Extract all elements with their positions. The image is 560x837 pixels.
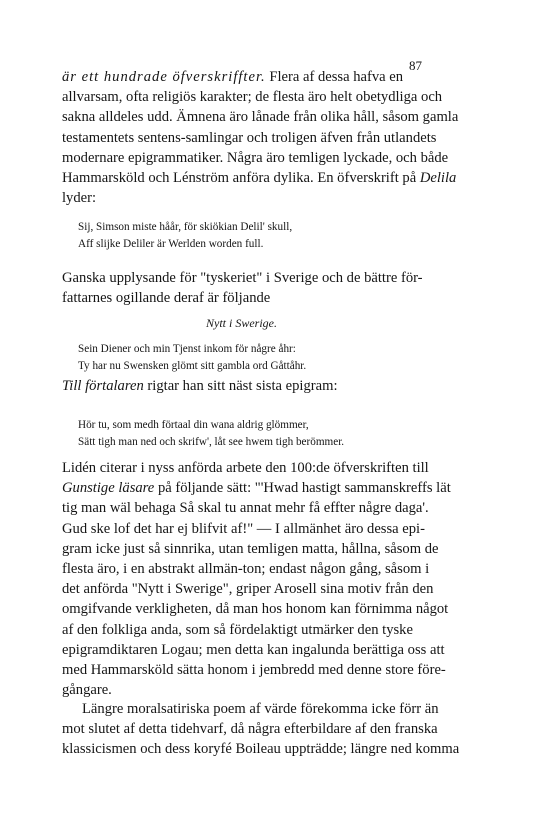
text-line: Längre moralsatiriska poem af värde förekomma icke förr än bbox=[82, 701, 439, 717]
verse-line: Sein Diener och min Tjenst inkom för någre åhr: bbox=[78, 343, 296, 355]
text-line: epigramdiktaren Logau; men detta kan ingalunda berättiga oss att bbox=[62, 641, 445, 658]
verse-quote-1 bbox=[78, 219, 458, 253]
paragraph-moralsatiriska bbox=[62, 699, 460, 760]
verse-line: Ty har nu Swensken glömt sitt gambla ord Gåttåhr. bbox=[78, 360, 307, 372]
text-line: klassicismen och dess koryfé Boileau uppträdde; längre ned komma bbox=[62, 741, 460, 758]
text-line bbox=[62, 67, 452, 87]
text-line: mot slutet af detta tidehvarf, då några efterbildare af den franska bbox=[62, 721, 438, 738]
italic-phrase: är ett hundrade öfverskriffter. bbox=[62, 69, 266, 85]
italic-word: Delila bbox=[419, 170, 457, 187]
text-line: flesta äro, i en abstrakt allmän-ton; endast någon gång, såsom i bbox=[62, 561, 430, 578]
text-line bbox=[62, 168, 457, 188]
page-number: 87 bbox=[409, 58, 422, 73]
text-line: modernare epigrammatiker. Några äro temligen lyckade, och både bbox=[62, 149, 449, 166]
italic-phrase: Till förtalaren bbox=[62, 378, 144, 394]
verse-line: Sätt tigh man ned och skrifw', låt see hwem tigh berömmer. bbox=[78, 436, 345, 448]
text-line: af den folkliga anda, som så fördelaktigt utmärker den tyske bbox=[62, 621, 413, 638]
text-line: testamentets sentens-samlingar och troligen äfven från utlandets bbox=[62, 129, 437, 146]
paragraph-fortalaren bbox=[62, 376, 452, 396]
verse-quote-2 bbox=[78, 341, 458, 375]
text-line: med Hammarsköld sätta honom i jembredd med denne store före- bbox=[62, 662, 446, 679]
text-line: gångare. bbox=[62, 682, 112, 699]
verse-quote-3 bbox=[78, 417, 458, 451]
text-line bbox=[62, 478, 452, 498]
text-line: allvarsam, ofta religiös karakter; de flesta äro helt obetydliga och bbox=[62, 89, 443, 106]
text-span: Hammarsköld och Lénström anföra dylika. En öfverskrift på bbox=[62, 170, 420, 187]
text-line: sakna alldeles udd. Ämnena äro lånade från olika håll, såsom gamla bbox=[62, 109, 459, 126]
verse-line: Hör tu, som medh förtaal din wana aldrig glömmer, bbox=[78, 419, 309, 431]
paragraph-liden bbox=[62, 458, 452, 700]
text-line: gram icke just så sinnrika, utan temligen matta, hållna, såsom de bbox=[62, 540, 439, 557]
text-span: på följande sätt: "'Hwad hastigt sammanskreffs lät bbox=[154, 480, 451, 497]
text-line: Ganska upplysande för "tyskeriet" i Sverige och de bättre för- bbox=[62, 270, 423, 286]
text-span: Flera af dessa hafva en bbox=[265, 69, 404, 85]
text-line: lyder: bbox=[62, 190, 97, 207]
italic-phrase: Gunstige läsare bbox=[62, 480, 155, 497]
verse-line: Aff slijke Deliler är Werlden worden full. bbox=[78, 238, 264, 250]
text-line: fattarnes ogillande deraf är följande bbox=[62, 290, 271, 307]
text-line: det anförda "Nytt i Swerige", griper Arosell sina motiv från den bbox=[62, 581, 434, 598]
verse-line: Sij, Simson miste håår, för skiökian Delil' skull, bbox=[78, 221, 293, 233]
text-line: tig man wäl behaga Så skal tu annat mehr få effter någre daga'. bbox=[62, 500, 429, 517]
text-line: omgifvande verkligheten, då man hos honom kan förnimma något bbox=[62, 601, 449, 618]
text-line: Lidén citerar i nyss anförda arbete den 100:de öfverskriften till bbox=[62, 460, 429, 476]
text-line bbox=[62, 376, 452, 396]
paragraph-tyskeriet bbox=[62, 268, 452, 308]
text-span: rigtar han sitt näst sista epigram: bbox=[143, 378, 338, 394]
verse-caption: Nytt i Swerige. bbox=[206, 316, 277, 330]
text-line: Gud ske lof det har ej blifvit af!" — I allmänhet äro dessa epi- bbox=[62, 520, 425, 537]
paragraph-intro bbox=[62, 67, 459, 208]
